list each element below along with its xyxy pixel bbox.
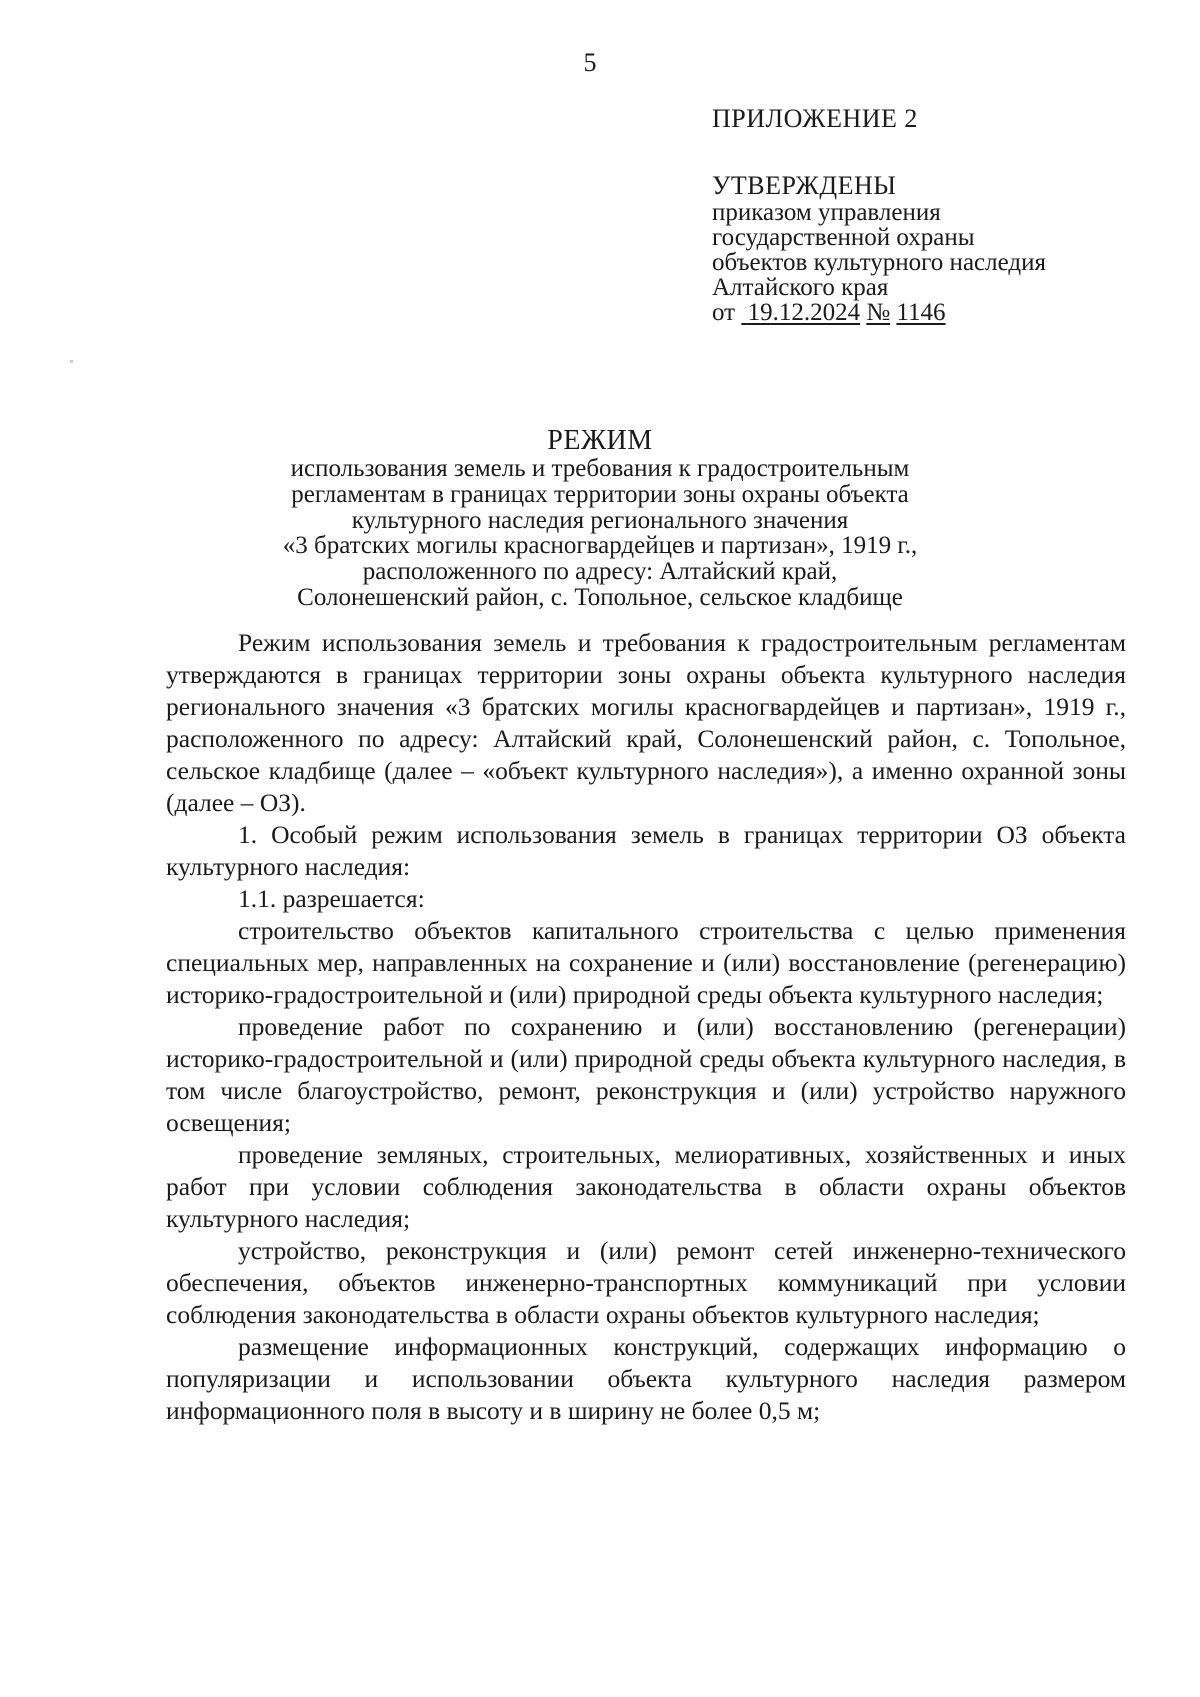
- approval-line: государственной охраны: [712, 224, 975, 251]
- document-body: [166, 627, 1126, 1427]
- appendix-label: ПРИЛОЖЕНИЕ 2: [712, 104, 918, 133]
- section-1-1-heading: 1.1. разрешается:: [238, 884, 425, 913]
- document-title: РЕЖИМ: [547, 425, 653, 456]
- subtitle-line: расположенного по адресу: Алтайский край,: [362, 558, 838, 586]
- approval-number: 1146: [896, 299, 946, 326]
- subtitle-line: использования земель и требования к градостроительным: [290, 455, 910, 482]
- approval-line: приказом управления: [712, 199, 941, 226]
- permitted-item: проведение земляных, строительных, мелиоративных, хозяйственных и иных работ при условии соблюдения законодательства в области охраны объектов культурного наследия;: [166, 1140, 1126, 1233]
- subtitle-line: «3 братских могилы красногвардейцев и партизан», 1919 г.,: [282, 532, 918, 560]
- scan-speck: [70, 360, 73, 363]
- date-prefix: от: [712, 299, 736, 326]
- permitted-item: строительство объектов капитального строительства с целью применения специальных мер, направленных на сохранение и (или) восстановление (регенерацию) историко-градостроительной и (или) природной среды объекта культурного наследия;: [166, 916, 1126, 1009]
- approval-date-line: [712, 300, 1132, 326]
- approval-line: объектов культурного наследия: [712, 249, 1046, 276]
- document-title-block: [150, 426, 1050, 611]
- subtitle-line: регламентам в границах территории зоны охраны объекта: [291, 480, 909, 508]
- approval-date: 19.12.2024: [747, 299, 861, 326]
- subtitle-line: Солонешенский район, с. Топольное, сельское кладбище: [297, 583, 903, 611]
- section-1-heading: 1. Особый режим использования земель в границах территории ОЗ объекта культурного наследия:: [166, 820, 1126, 881]
- intro-paragraph: Режим использования земель и требования к градостроительным регламентам утверждаются в границах территории зоны охраны объекта культурного наследия регионального значения «3 братских могилы красногвардейцев и партизан», 1919 г., расположенного по адресу: Алтайский край, Солонешенский район, с. Топольное, сельское кладбище (далее – «объект культурного наследия»), а именно охранной зоны (далее – ОЗ).: [166, 628, 1126, 817]
- permitted-item: устройство, реконструкция и (или) ремонт сетей инженерно-технического обеспечения, объектов инженерно-транспортных коммуникаций при условии соблюдения законодательства в области охраны объектов культурного наследия;: [166, 1236, 1126, 1329]
- permitted-item: размещение информационных конструкций, содержащих информацию о популяризации и использовании объекта культурного наследия размером информационного поля в высоту и в ширину не более 0,5 м;: [166, 1332, 1126, 1425]
- permitted-item: проведение работ по сохранению и (или) восстановлению (регенерации) историко-градостроительной и (или) природной среды объекта культурного наследия, в том числе благоустройство, ремонт, реконструкция и (или) устройство наружного освещения;: [166, 1012, 1126, 1137]
- approval-block: [712, 172, 1132, 326]
- approval-title: УТВЕРЖДЕНЫ: [712, 171, 897, 200]
- page-number: 5: [583, 48, 597, 77]
- approval-line: Алтайского края: [712, 274, 889, 301]
- subtitle-line: культурного наследия регионального значения: [351, 506, 849, 534]
- number-prefix: №: [866, 299, 891, 326]
